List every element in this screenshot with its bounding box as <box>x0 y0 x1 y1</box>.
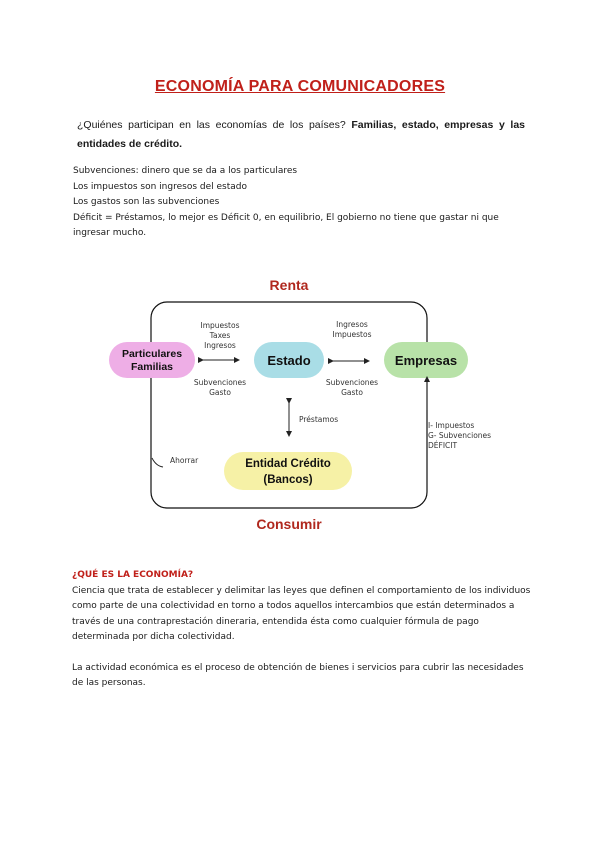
flow-ingresos-left: Ingresos <box>204 341 236 350</box>
bancos-label: (Bancos) <box>263 474 313 486</box>
intro-paragraph <box>77 116 525 154</box>
flow-prestamos: Préstamos <box>299 415 339 424</box>
note-item: Los gastos son las subvenciones <box>73 197 220 207</box>
familias-label: Familias <box>130 361 174 373</box>
estado-label: Estado <box>267 353 311 368</box>
flow-subvenciones-right: Subvenciones <box>325 378 379 387</box>
economy-definition-section <box>72 568 532 707</box>
flow-ingresos-right: Ingresos <box>336 320 368 329</box>
particulares-label: Particulares <box>121 348 183 360</box>
credito-label: Entidad Crédito <box>245 458 331 470</box>
definition-paragraph: Ciencia que trata de establecer y delimitar las leyes que definen el comportamiento de los individuos como parte de una colectividad en torno a todos aquellos intercambios que están determinados a través de una contraprestación dineraria, entendida ésta como cualquier fórmula de pago determinada por dicha colectividad. <box>72 585 531 642</box>
note-item: Déficit = Préstamos, lo mejor es Déficit 0, en equilibrio, El gobierno no tiene que gastar ni que ingresar mucho. <box>73 212 499 238</box>
section-heading: ¿QUÉ ES LA ECONOMÍA? <box>72 570 194 580</box>
consumir-label: Consumir <box>256 516 322 532</box>
flow-gasto-left: Gasto <box>209 388 231 397</box>
empresas-label: Empresas <box>394 353 458 368</box>
renta-label: Renta <box>269 277 309 293</box>
economy-flow-diagram <box>0 270 600 540</box>
intro-question: ¿Quiénes participan en las economías de los países? <box>77 119 346 131</box>
flow-gasto-right: Gasto <box>341 388 363 397</box>
flow-i-impuestos: I- Impuestos <box>428 421 475 430</box>
flow-impuestos-right: Impuestos <box>332 330 372 339</box>
notes-list <box>73 164 533 242</box>
flow-impuestos-left: Impuestos <box>200 321 240 330</box>
note-item: Los impuestos son ingresos del estado <box>73 181 247 192</box>
activity-paragraph: La actividad económica es el proceso de obtención de bienes i servicios para cubrir las necesidades de las personas. <box>72 662 524 688</box>
flow-ahorrar: Ahorrar <box>170 456 199 465</box>
flow-subvenciones-left: Subvenciones <box>193 378 247 387</box>
flow-g-subvenciones: G- Subvenciones <box>428 431 492 440</box>
ahorrar-arrow <box>152 458 163 467</box>
flow-taxes-left: Taxes <box>209 331 231 340</box>
intro-answer: Familias, estado, empresas y las entidades de crédito. <box>77 119 526 150</box>
note-item: Subvenciones: dinero que se da a los particulares <box>73 166 298 176</box>
page-title: ECONOMÍA PARA COMUNICADORES <box>154 78 446 95</box>
flow-deficit: DÉFICIT <box>428 441 458 450</box>
